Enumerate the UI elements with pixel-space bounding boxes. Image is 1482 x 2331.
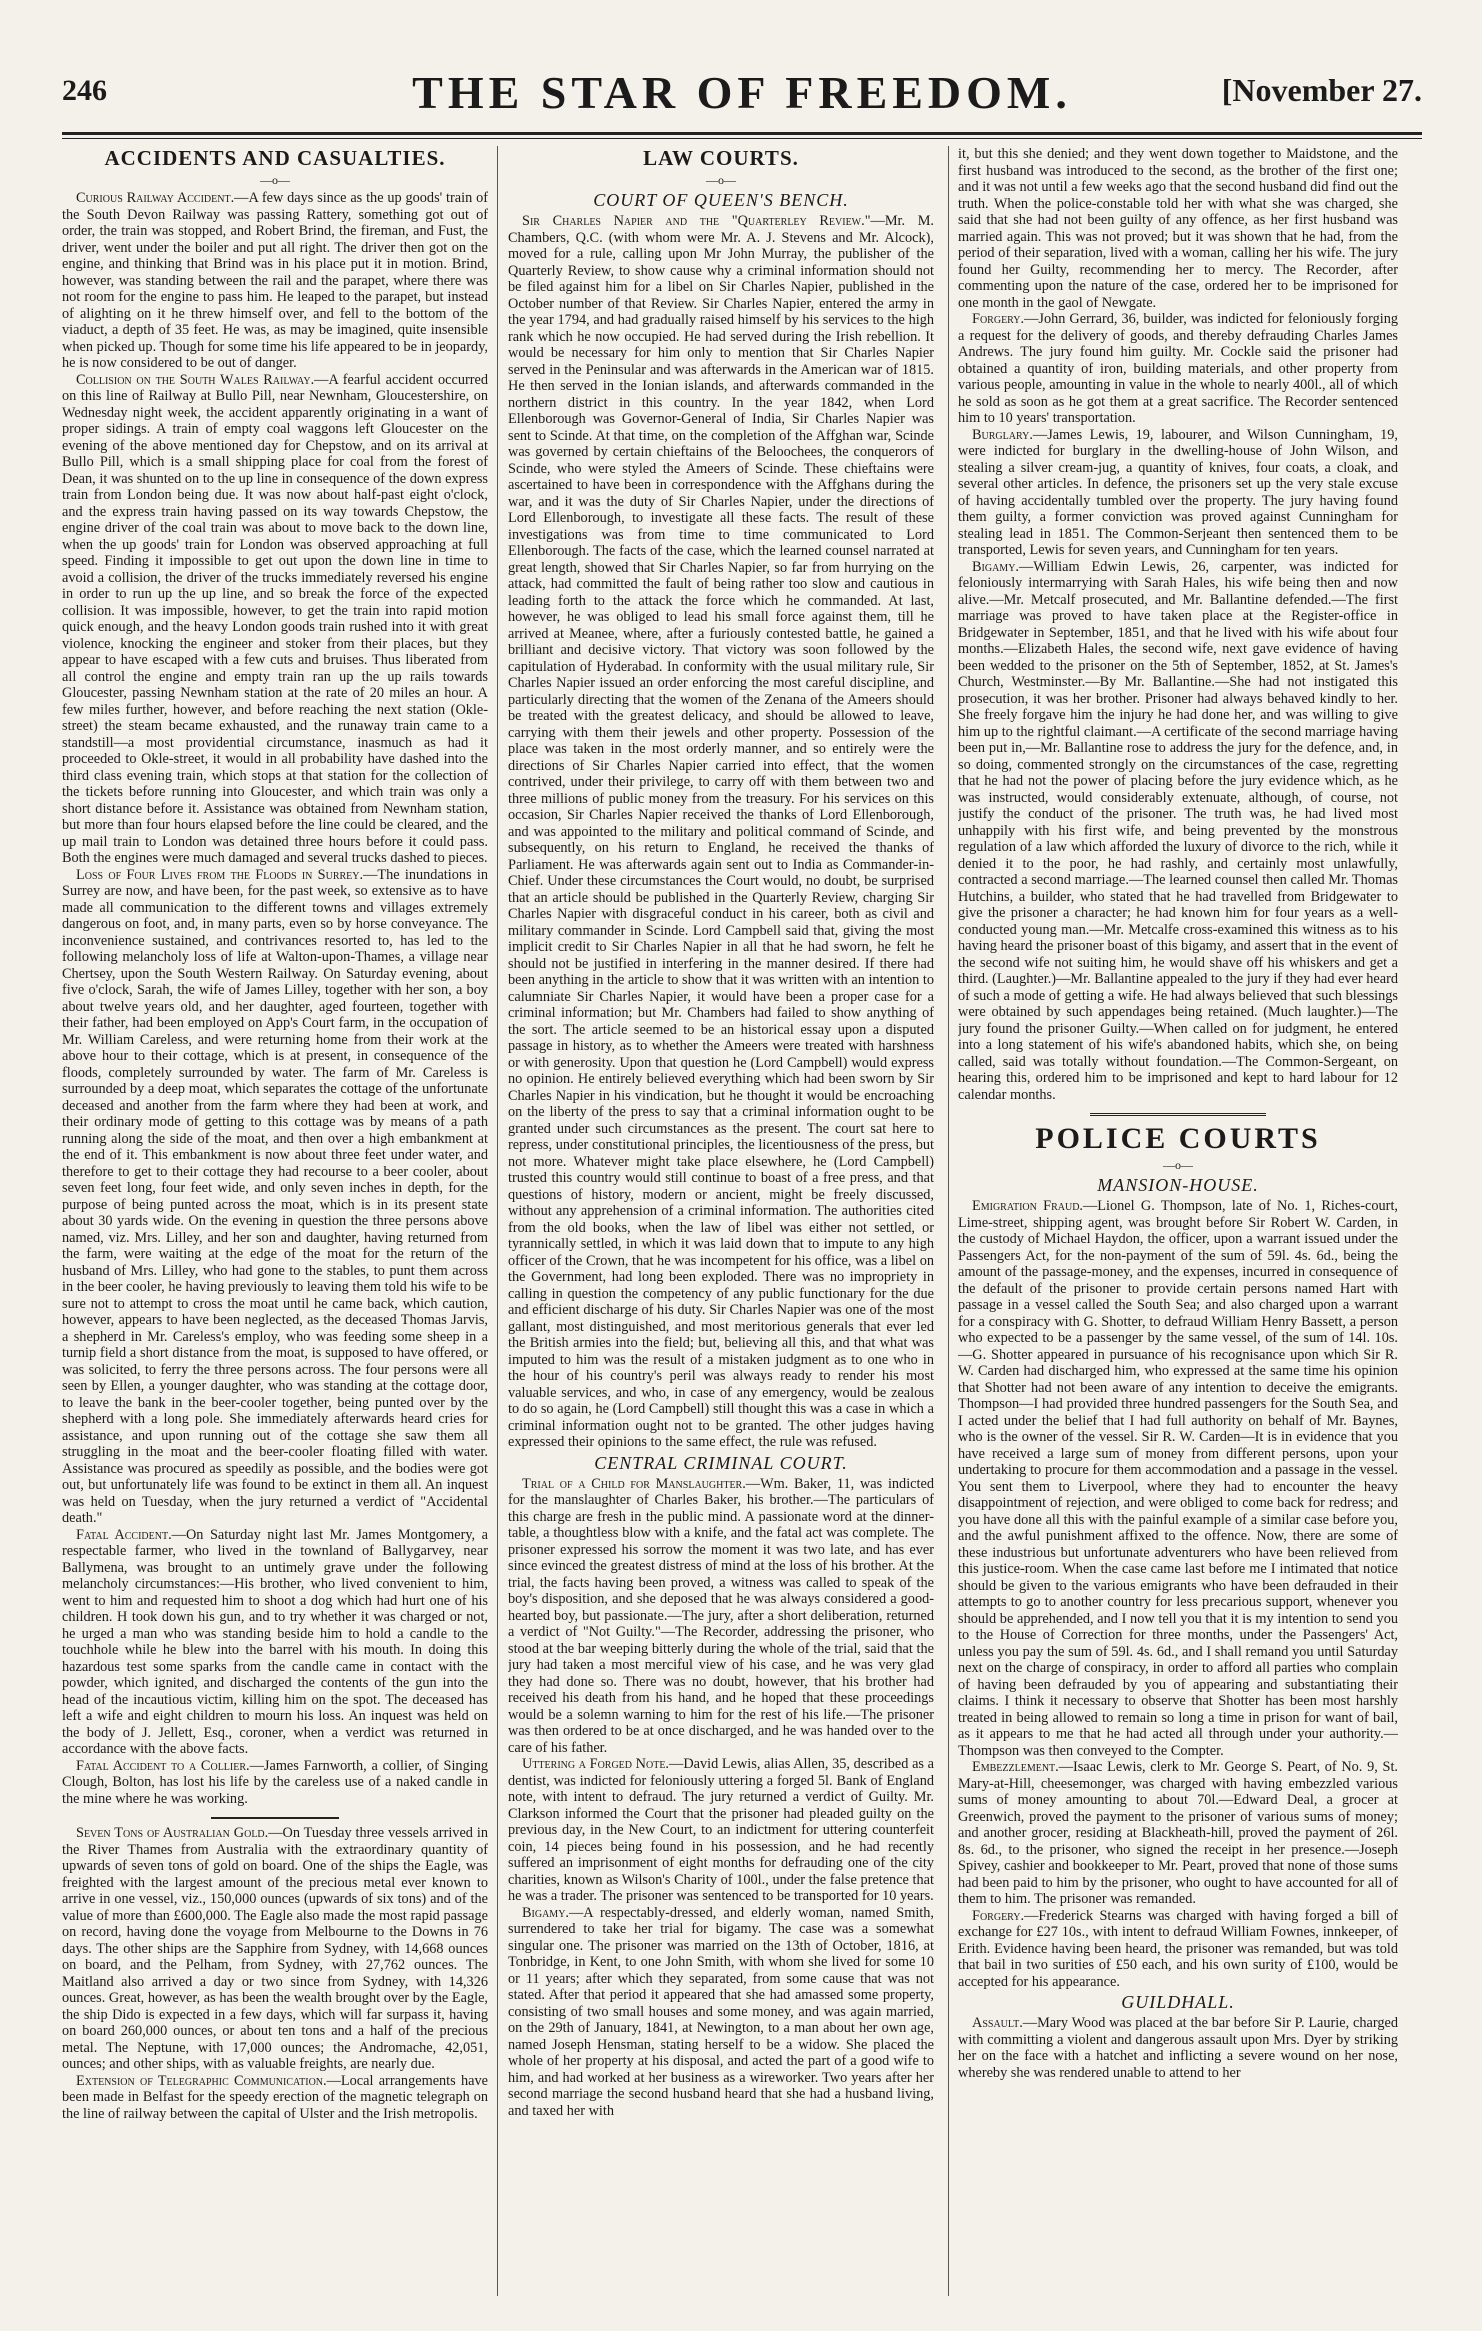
article-title: Burglary. xyxy=(972,426,1033,443)
column-rule xyxy=(948,146,949,2296)
masthead-rule xyxy=(62,132,1422,135)
masthead-rule-thin xyxy=(62,138,1422,139)
section-divider xyxy=(1090,1113,1266,1116)
article-title: Seven Tons of Australian Gold. xyxy=(76,1825,269,1841)
article xyxy=(958,2015,1398,2081)
article-body: —Mary Wood was placed at the bar before Sir P. Laurie, charged with committing a violent and dangerous assault upon Mrs. Dyer by striking her on the face with a hatchet and inflicting a severe wound on her nose, whereby she was rendered unable to attend to her xyxy=(958,2015,1398,2081)
article xyxy=(958,1759,1398,1908)
article-title: Bigamy. xyxy=(522,1904,569,1921)
section-heading-accidents: ACCIDENTS AND CASUALTIES. xyxy=(104,146,446,170)
article-title: Emigration Fraud. xyxy=(972,1198,1083,1214)
column-2 xyxy=(508,146,934,2296)
article xyxy=(62,372,488,867)
article xyxy=(958,1908,1398,1991)
article-title: Embezzlement. xyxy=(972,1759,1059,1775)
article xyxy=(508,213,934,1451)
article-title: Fatal Accident. xyxy=(76,1526,172,1543)
article-body: —Lionel G. Thompson, late of No. 1, Riches-court, Lime-street, shipping agent, was brought before Sir Robert W. Carden, in the custody of Michael Haydon, the officer, upon a warrant issued under the Passengers Act, for the non-payment of the sum of 59l. 4s. 6d., being the amount of the passage-money, and the expenses, incurred in consequence of the default of the prisoner to provide certain persons named Hart with passage in a vessel called the South Sea; and also charged upon a warrant for a conspiracy with G. Shotter, to defraud William Henry Bassett, a person who expected to be a passenger by the same vessel, of the sum of 14l. 10s.—G. Shotter appeared in pursuance of his recognisance upon which Sir R. W. Carden had discharged him, who expressed at the same time his opinion that Shotter had not been aware of any intention to deceive the emigrants. Thompson—I had provided three hundred passengers for the South Sea, and I acted under the belief that I had full authority on behalf of Mr. Baynes, who is the owner of the vessel. Sir R. W. Carden—It is in evidence that you have received a large sum of money from different persons, upon your undertaking to procure for them accommodation and a passage in the vessel. You sent them to Liverpool, where they had to encounter the heavy disappointment of rejection, and were obliged to come back for redress; and you have done all this with the painful example of a similar case before you, and the awful punishment affixed to the offence. Now, there are some of these industrious but unfortunate adventurers who have been relieved from this justice-room. When the case came last before me I intimated that notice should be given to the various emigrants who have been defrauded in their attempts to go to another country for less precarious support, whenever you should be apprehended, and I now tell you that it is my intention to send you to the House of Correction for three months, under the Passengers' Act, unless you pay the sum of 59l. 4s. 6d., and I shall remand you until Saturday next on the charge of conspiracy, in order to afford all parties who complain of having been defrauded by you of appearing and substantiating their claims. I think it necessary to observe that Shotter has been most harshly treated in being allowed to remain so long a time in prison for want of bail, as it appears to me that he had acted all through under your authority.—Thompson was then conveyed to the Compter. xyxy=(958,1198,1398,1759)
article xyxy=(958,427,1398,559)
article-title: Bigamy. xyxy=(972,558,1019,575)
column-1 xyxy=(62,146,488,2296)
article-body: —A fearful accident occurred on this line of Railway at Bullo Pill, near Newnham, Gloucestershire, on Wednesday night week, the accident apparently originating in a want of proper sidings. A train of empty coal waggons left Gloucester on the evening of the above mentioned day for Chepstow, and on its arrival at Bullo Pill, which is a small shipping place for coal from the forest of Dean, it was shunted on to the up line in consequence of the down express train from London being due. It was now about half-past eight o'clock, and the express train having passed on its way towards Chepstow, the engine driver of the coal train was about to move back to the down line, when the up goods' train for London was observed approaching at full speed. Finding it impossible to get out upon the down line in time to avoid a collision, the driver of the trucks immediately reversed his engine in order to run up the up line, and so break the force of the expected collision. It was impossible, however, to get the train into rapid motion quick enough, and the heavy London goods train rushed into it with great violence, knocking the engineer and stoker from their places, but they appear to have escaped with a few cuts and bruises. Thus liberated from all control the engine and empty train ran up the up rails towards Gloucester, passing Newnham station at the rate of 20 miles an hour. A few miles further, however, and before reaching the next station (Okle-street) the steam became exhausted, and the runaway train came to a standstill—a most providential circumstance, inasmuch as had it proceeded to Okle-street, it would in all probability have dashed into the third class evening train, which stops at that station for the collection of the tickets before running into Gloucester, and which train was only a short distance before it. Assistance was obtained from Newnham station, but more than four hours elapsed before the line could be cleared, and the up mail train to London was detained three hours before it could pass. Both the engines were much damaged and several trucks dashed to pieces. xyxy=(62,371,488,866)
article xyxy=(62,190,488,372)
section-ornament: —o— xyxy=(1163,1158,1193,1172)
article xyxy=(62,1758,488,1808)
section-divider xyxy=(211,1817,339,1819)
article-body: —On Tuesday three vessels arrived in the River Thames from Australia with the extraordinary quantity of upwards of seven tons of gold on board. One of the ships the Eagle, was freighted with the largest amount of the precious metal ever known to arrive in one vessel, viz., 150,000 ounces (upwards of six tons) and of the value of more than £600,000. The Eagle also made the most rapid passage on record, having done the voyage from Melbourne to the Downs in 76 days. The other ships are the Sapphire from Sydney, with 14,668 ounces on board, and the Pelham, from Sydney, with 27,762 ounces. The Maitland also arrived a day or two since from Sydney, with 14,326 ounces. Great, however, as has been the wealth brought over by the Eagle, the ship Dido is expected in a few days, which will far surpass it, having on board 260,000 ounces, or about ten tons and a half of the precious metal. The Neptune, with 17,000 ounces; the Andromache, 42,051, ounces; and other ships, with as valuable freights, are nearly due. xyxy=(62,1825,488,2072)
article-body: —The inundations in Surrey are now, and have been, for the past week, so extensive as to have made all communication to the different towns and villages extremely dangerous on foot, and, in many parts, even so by horse conveyance. The inconvenience sustained, and contrivances resorted to, has led to the following melancholy loss of life at Walton-upon-Thames, a village near Chertsey, upon the South Western Railway. On Saturday evening, about five o'clock, Sarah, the wife of James Lilley, together with her son, a boy about twelve years old, and her daughter, aged fourteen, together with their father, had been employed on App's Court farm, in the occupation of Mr. William Careless, and were returning home from their work at the above hour to their cottage, which is at present, in consequence of the floods, completely surrounded by water. The farm of Mr. Careless is surrounded by a deep moat, which separates the cottage of the unfortunate deceased and another from the farm where they had been at work, and their ordinary mode of getting to this cottage was by means of a path running along the side of the moat, and then over a high embankment at the end of it. This embankment is now about three feet under water, and therefore to get to their cottage they had recourse to a beer cooler, about seven feet long, four feet wide, and only seven inches in depth, for the purpose of being punted across the moat, which is in its present state about 30 yards wide. On the evening in question the three persons above named, viz. Mrs. Lilley, and her son and daughter, having returned from the farm, were waiting at the edge of the moat for the return of the husband of Mrs. Lilley, who had gone to the stables, to punt them across in the beer cooler, he having previously to leaving them told his wife to be sure not to attempt to cross the moat until he came back, which caution, however, appears to have been neglected, as the deceased Thomas Jarvis, a shepherd in Mr. Careless's employ, who was feeding some sheep in a turnip field a short distance from the moat, is supposed to have offered, or was solicited, to ferry the three persons across. The four persons were all seen by Ellen, a younger daughter, who was standing at the cottage door, to leave the bank in the beer-cooler together, being punted over by the shepherd with a long pole. She immediately afterwards heard cries for assistance, and upon running out of the cottage she saw them all struggling in the moat and the beer-cooler floating filled with water. Assistance was procured as speedily as possible, and the bodies were got out, but unfortunately life was found to be extinct in them all. An inquest was held on Tuesday, when the jury returned a verdict of "Accidental death." xyxy=(62,866,488,1526)
article-body: —On Saturday night last Mr. James Montgomery, a respectable farmer, who lived in the townland of Ballygarvey, near Ballymena, was brought to an untimely grave under the following melancholy circumstances:—His brother, who lived convenient to him, went to him and requested him to shoot a dog which had hurt one of his children. H took down his gun, and to try whether it was charged or not, he urged a man who was standing beside him to hold a candle to the touchhole while he blew into the barrel with his mouth. In doing this hazardous test some sparks from the candle came in contact with the powder, which ignited, and discharged the contents of the gun into the head of the incautious victim, killing him on the spot. The deceased has left a wife and eight children to mourn his loss. An inquest was held on the body of J. Jellett, Esq., coroner, when a verdict was returned in accordance with the above facts. xyxy=(62,1526,488,1757)
article-continued: it, but this she denied; and they went down together to Maidstone, and the first husband was introduced to the second, as the brother of the first one; and it was not until a few weeks ago that the second husband did find out the truth. When the police-constable told her with what she was charged, she said that she had not been guilty of any offence, as her first husband was married again. This was not proved; but it was shown that he had, from the period of their separation, lived with a woman, calling her his wife. The jury found her Guilty, recommending her to mercy. The Recorder, after commenting upon the nature of the case, ordered her to be imprisoned for one month in the gaol of Newgate. xyxy=(958,146,1398,311)
article-title: Forgery. xyxy=(972,311,1025,327)
article-body: —Frederick Stearns was charged with having forged a bill of exchange for £27 10s., with intent to defraud William Fownes, innkeeper, of Erith. Evidence having been heard, the prisoner was remanded, but was told that bail in two surities of £50 each, and his own surity of £100, would be accepted for his appearance. xyxy=(958,1907,1398,1990)
article-title: Uttering a Forged Note. xyxy=(522,1756,670,1772)
article xyxy=(958,559,1398,1104)
article-title: Fatal Accident to a Collier. xyxy=(76,1757,250,1774)
article xyxy=(62,1527,488,1758)
page-number: 246 xyxy=(62,74,107,107)
column-3 xyxy=(958,146,1398,2296)
article-title: Forgery. xyxy=(972,1907,1025,1924)
article-body: —Wm. Baker, 11, was indicted for the manslaughter of Charles Baker, his brother.—The particulars of this charge are fresh in the public mind. A passionate word at the dinner-table, a thoughtless blow with a knife, and the fatal act was complete. The prisoner expressed his sorrow the moment it was two late, and has ever since evinced the greatest distress of mind at the loss of his brother. At the trial, the facts having been proved, a witness was called to speak of the boy's disposition, and she deposed that he was always considered a good-hearted boy, but passionate.—The jury, after a short deliberation, returned a verdict of "Not Guilty."—The Recorder, addressing the prisoner, who stood at the bar weeping bitterly during the whole of the trial, said that the jury had taken a most merciful view of his case, and he was very glad they had done so. There was no doubt, however, that his brother had received his death from his hand, and he hoped that these proceedings would be a solemn warning to him for the rest of his life.—The prisoner was then ordered to be at once discharged, and he was handed over to the care of his father. xyxy=(508,1475,934,1756)
masthead xyxy=(62,66,1422,136)
article xyxy=(508,1476,934,1757)
article-title: Trial of a Child for Manslaughter. xyxy=(522,1475,746,1492)
article-title: Assault. xyxy=(972,2015,1023,2031)
article-body: —Isaac Lewis, clerk to Mr. George S. Peart, of No. 9, St. Mary-at-Hill, cheesemonger, was charged with having embezzled various sums of money amounting to about 70l.—Edward Deal, a grocer at Greenwich, proved the payment to the prisoner of various sums of money; and another grocer, residing at Blackheath-hill, proved the payment of 26l. 8s. 6d., to the prisoner, who signed the receipt in her presence.—Joseph Spivey, cashier and bookkeeper to Mr. Peart, proved that none of those sums had been paid to him by the prisoner, who ought to have accounted for all of them to him. The prisoner was remanded. xyxy=(958,1759,1398,1907)
subheading-central-criminal-court: CENTRAL CRIMINAL COURT. xyxy=(594,1452,848,1473)
article-body: —James Lewis, 19, labourer, and Wilson Cunningham, 19, were indicted for burglary in the dwelling-house of John Wilson, and stealing a silver cream-jug, a quantity of knives, four coats, a cloak, and several other articles. In defence, the prisoners set up the very stale excuse of having accidentally tumbled over the property. The jury having found them guilty, a former conviction was proved against Cunningham for stealing lead in 1851. The Common-Serjeant then sentenced them to be transported, Lewis for seven years, and Cunningham for ten years. xyxy=(958,426,1398,558)
article-body: —John Gerrard, 36, builder, was indicted for feloniously forging a request for the delivery of goods, and thereby defrauding Charles James Andrews. The jury found him guilty. Mr. Cockle said the prisoner had obtained a quantity of iron, building materials, and other property from various people, amounting in value in the whole to nearly 400l., all of which he sold as soon as he got them at a great sacrifice. The Recorder sentenced him to 10 years' transportation. xyxy=(958,311,1398,426)
article-body: —James Farnworth, a collier, of Singing Clough, Bolton, has lost his life by the careless use of a naked candle in the mine where he was working. xyxy=(62,1757,488,1807)
issue-date: [November 27. xyxy=(1221,72,1422,108)
article-body: —Local arrangements have been made in Belfast for the speedy erection of the magnetic telegraph on the line of railway between the capital of Ulster and the Irish metropolis. xyxy=(62,2072,488,2122)
article-body: —David Lewis, alias Allen, 35, described as a dentist, was indicted for feloniously uttering a forged 5l. Bank of England note, with intent to defraud. The jury returned a verdict of Guilty. Mr. Clarkson informed the Court that the prisoner had pleaded guilty on the previous day, in the New Court, to an indictment for uttering counterfeit coin, 14 pieces being found in his possession, and he had recently suffered an imprisonment of eight months for defrauding one of the city charities, known as Wilson's Charity of 100l., under the false pretence that he was a trader. The prisoner was sentenced to be transported for 10 years. xyxy=(508,1756,934,1904)
article xyxy=(62,867,488,1527)
subheading-queens-bench: COURT OF QUEEN'S BENCH. xyxy=(593,190,849,210)
article xyxy=(958,1198,1398,1759)
section-heading-police-courts: POLICE COURTS xyxy=(1035,1122,1321,1155)
article-body: "—Mr. M. Chambers, Q.C. (with whom were Mr. A. J. Stevens and Mr. Alcock), moved for a rule, calling upon Mr John Murray, the publisher of the Quarterly Review, to show cause why a criminal information should not be filed against him for a libel on Sir Charles Napier, published in the October number of that Review. Sir Charles Napier, entered the army in the year 1794, and had gradually raised himself by his services to the high rank which he now occupied. He had served during the Irish rebellion. It would be necessary for him only to mention that Sir Charles Napier served in the Peninsular and was afterwards in the American war of 1815. He then served in the Ionian islands, and afterwards commanded in the northern district in this country. In the year 1842, when Lord Ellenborough was Governor-General of India, Sir Charles Napier was sent to Scinde. At that time, on the completion of the Affghan war, Scinde was governed by certain chieftains of the Beloochees, the conquerors of Scinde, who were styled the Ameers of Scinde. These chieftains were ascertained to have been in correspondence with the Affghans during the war, and it was the duty of Sir Charles Napier, under the directions of Lord Ellenborough, to investigate all these facts. The result of these investigations was from time to time communicated to Lord Ellenborough. The facts of the case, which the learned counsel narrated at great length, showed that Sir Charles Napier, so far from hurrying on the attack, had committed the fault of being rather too slow and cautious in leading forth to the attack the force which he commanded. At last, however, he was obliged to lead his small force against them, till he arrived at Meanee, where, after a furiously contested battle, he gained a brilliant and decisive victory. That victory was soon followed by the capitulation of Hyderabad. In conformity with the usual military rule, Sir Charles Napier issued an order enforcing the most careful discipline, and particularly directing that the women of the Zenana of the Ameers should be treated with the greatest delicacy, and should be allowed to leave, carrying with them their jewels and other property. Possession of the place was taken in the most orderly manner, and so entirely were the directions of Sir Charles Napier carried into effect, that the women contrived, under their privilege, to carry off with them between two and three millions of public money from the treasury. For his services on this occasion, Sir Charles Napier received the thanks of Lord Ellenborough, and was appointed to the military and political command of Scinde, and subsequently, on his return to England, he received the thanks of Parliament. He was afterwards again sent out to India as Commander-in-Chief. Under these circumstances the Court would, no doubt, be surprised that an article should be published in the Quarterly Review, charging Sir Charles Napier with disgraceful conduct in his career, both as civil and military commander in Scinde. Lord Campbell said that, giving the most implicit credit to Sir Charles Napier in all that he had sworn, he felt he should not be justified in interfering in the manner desired. If there had been anything in the article to show that it was written with an intention to calumniate Sir Charles Napier, it would have been a proper case for a criminal information; but Mr. Chambers had failed to show anything of the sort. The article seemed to be an historical essay upon a disputed passage in history, as to whether the Ameers were treated with harshness or with generosity. Upon that question he (Lord Campbell) would express no opinion. He entirely believed everything which had been sworn by Sir Charles Napier in his vindication, but he thought it would be encroaching on the liberty of the press to say that a criminal information ought to be granted under such circumstances as the present. The court sat here to repress, under constitutional principles, the licentiousness of the press, but not more. Whatever might take place elsewhere, he (Lord Campbell) trusted this country would still continue to boast of a free press, and that questions of history, modern or ancient, might be freely discussed, without any apprehension of a criminal information. The authorities cited from the old books, when the law of libel was either not settled, or tyrannically settled, in which it was laid down that to impute to any high officer of the Crown, that he was incompetent for his office, was a libel on the Government, had long been exploded. There was no impropriety in calling in question the competency of any public functionary for the due and efficient discharge of his duty. Sir Charles Napier was one of the most gallant, most distinguished, and most meritorious generals that ever led the British armies into the field; but, believing all this, and that what was imputed to him was the result of a mistaken judgment as to one who in the hour of his country's peril was always ready to render his most valuable services, and who, in case of any emergency, would be zealous to do so again, he (Lord Campbell) still thought this was a case in which a criminal information ought not to be granted. The other judges having expressed their opinions to the same effect, the rule was refused. xyxy=(508,213,934,1450)
article xyxy=(62,2073,488,2123)
article xyxy=(62,1825,488,2073)
article-title: Extension of Telegraphic Communication. xyxy=(76,2072,327,2089)
section-heading-law-courts: LAW COURTS. xyxy=(643,146,799,170)
article xyxy=(958,311,1398,427)
article-title: Curious Railway Accident. xyxy=(76,190,235,206)
article-body: —A few days since as the up goods' train of the South Devon Railway was passing Rattery, something got out of order, the train was stopped, and Robert Brind, the fireman, and Fust, the driver, went under the boiler and put all right. The driver then got on the engine, and thinking that Brind was in his place put it in motion. Brind, however, was standing between the rail and the parapet, where there was not room for the engine to pass him. He leaped to the parapet, but instead of alighting on it he threw himself over, and fell to the bottom of the viaduct, a depth of 35 feet. He was, as may be imagined, quite insensible when picked up. Though for some time his life appeared to be in jeopardy, he is now considered to be out of danger. xyxy=(62,190,488,371)
article-title: Loss of Four Lives from the Floods in Surrey. xyxy=(76,866,364,883)
section-ornament: —o— xyxy=(706,173,736,187)
section-ornament: —o— xyxy=(260,173,290,187)
article-body: —William Edwin Lewis, 26, carpenter, was indicted for feloniously intermarrying with Sarah Hales, his wife being then and now alive.—Mr. Metcalf prosecuted, and Mr. Ballantine defended.—The first marriage was proved to have taken place at the Register-office in Bridgewater in September, 1851, and that he lived with his wife about four months.—Elizabeth Hales, the second wife, next gave evidence of having been wedded to the prisoner on the 5th of September, 1852, at St. James's Church, Westminster.—By Mr. Ballantine.—She had not instigated this prosecution, it was her brother. Prisoner had always behaved kindly to her. She freely forgave him the injury he had done her, and was willing to give him up to the rightful claimant.—A certificate of the second marriage having been put in,—Mr. Ballantine rose to address the jury for the defence, and, in so doing, commented strongly on the circumstances of the case, regretting that he had not the power of placing before the jury evidence which, as he was instructed, would considerably extenuate, although, of course, not justify the conduct of the prisoner. The truth was, he had lived most unhappily with his first wife, and being prevented by the monstrous regulation of a law which afforded the luxury of divorce to the rich, while it denied it to the poor, he had rashly, and certainly most unlawfully, contracted a second marriage.—The learned counsel then called Mr. Thomas Hutchins, a builder, who stated that he had travelled from Bridgewater to give the prisoner a character; he had known him for four years as a well-conducted young man.—Mr. Metcalfe cross-examined this witness as to his having heard the prisoner boast of this bigamy, and assert that in the event of the second wife not suiting him, he would shave off his whiskers and get a third. (Laughter.)—Mr. Ballantine appealed to the jury if they had ever heard of such a mode of getting a wife. He had always believed that such blessings were obtained by such appendages being retained. (Much laughter.)—The jury found the prisoner Guilty.—When called on for judgment, he entered into a long statement of his wife's abandoned habits, which she, on being called, said was totally without foundation.—The Common-Sergeant, on hearing this, ordered him to be imprisoned and kept to hard labour for 12 calendar months. xyxy=(958,558,1398,1103)
subheading-guildhall: GUILDHALL. xyxy=(1121,1992,1235,2012)
column-rule xyxy=(497,146,498,2296)
article-title: Sir Charles Napier and the "Quarterley Review. xyxy=(522,213,865,229)
newspaper-title: THE STAR OF FREEDOM. xyxy=(412,67,1072,118)
article xyxy=(508,1756,934,1905)
article xyxy=(508,1905,934,2120)
article-body: —A respectably-dressed, and elderly woman, named Smith, surrendered to take her trial for bigamy. The case was a somewhat singular one. The prisoner was married on the 13th of October, 1816, at Tonbridge, in Kent, to one John Smith, with whom she lived for some 10 or 11 years; after which they separated, from some cause that was not stated. After that period it appeared that she had amassed some property, consisting of two small houses and some money, and was again married, on the 29th of January, 1841, at Newington, to a man about her own age, named Joseph Hensman, stating herself to be a widow. She placed the whole of her property at his disposal, and acted the part of a good wife to him, and had worked at her business as a wireworker. Two years after her second marriage the second husband heard that she had a husband living, and taxed her with xyxy=(508,1904,934,2119)
subheading-mansion-house: MANSION-HOUSE. xyxy=(1097,1175,1259,1195)
article-title: Collision on the South Wales Railway. xyxy=(76,371,315,388)
